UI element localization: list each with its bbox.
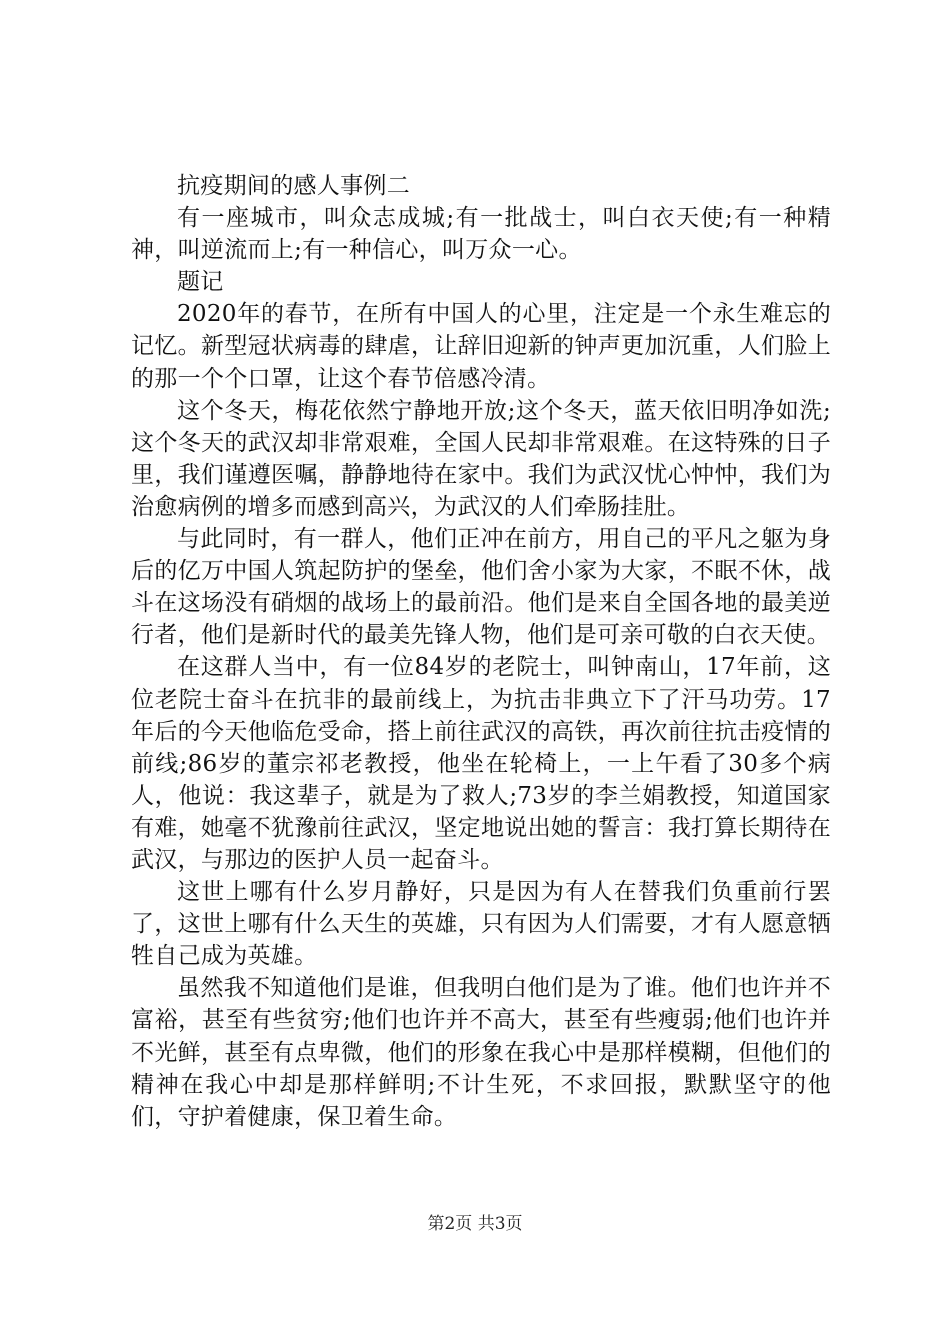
paragraph-1: 有一座城市，叫众志成城;有一批战士，叫白衣天使;有一种精神，叫逆流而上;有一种信心，叫万众一心。: [131, 205, 831, 264]
paragraph-4: 这个冬天，梅花依然宁静地开放;这个冬天，蓝天依旧明净如洗;这个冬天的武汉却非常艰难，全国人民却非常艰难。在这特殊的日子里，我们谨遵医嘱，静静地待在家中。我们为武汉忧心忡忡，我们为治愈病例的增多而感到高兴，为武汉的人们牵肠挂肚。: [131, 397, 831, 520]
paragraph-5: 与此同时，有一群人，他们正冲在前方，用自己的平凡之躯为身后的亿万中国人筑起防护的堡垒，他们舍小家为大家，不眠不休，战斗在这场没有硝烟的战场上的最前沿。他们是来自全国各地的最美逆行者，他们是新时代的最美先锋人物，他们是可亲可敬的白衣天使。: [131, 526, 831, 649]
document-body: [131, 170, 831, 1133]
paragraph-6: 在这群人当中，有一位84岁的老院士，叫钟南山，17年前，这位老院士奋斗在抗非的最前线上，为抗击非典立下了汗马功劳。17年后的今天他临危受命，搭上前往武汉的高铁，再次前往抗击疫情的前线;86岁的董宗祁老教授，他坐在轮椅上，一上午看了30多个病人，他说：我这辈子，就是为了救人;73岁的李兰娟教授，知道国家有难，她毫不犹豫前往武汉，坚定地说出她的誓言：我打算长期待在武汉，与那边的医护人员一起奋斗。: [131, 654, 831, 873]
paragraph-7: 这世上哪有什么岁月静好，只是因为有人在替我们负重前行罢了，这世上哪有什么天生的英雄，只有因为人们需要，才有人愿意牺牲自己成为英雄。: [131, 879, 831, 970]
paragraph-8: 虽然我不知道他们是谁，但我明白他们是为了谁。他们也许并不富裕，甚至有些贫穷;他们也许并不高大，甚至有些瘦弱;他们也许并不光鲜，甚至有点卑微，他们的形象在我心中是那样模糊，但他们的精神在我心中却是那样鲜明;不计生死，不求回报，默默坚守的他们，守护着健康，保卫着生命。: [131, 975, 831, 1130]
page-number-footer: 第2页 共3页: [427, 1214, 523, 1234]
paragraph-3: 2020年的春节，在所有中国人的心里，注定是一个永生难忘的记忆。新型冠状病毒的肆虐，让辞旧迎新的钟声更加沉重，人们脸上的那一个个口罩，让这个春节倍感冷清。: [131, 301, 831, 392]
document-title: 抗疫期间的感人事例二: [177, 173, 410, 199]
paragraph-epigraph-label: 题记: [177, 269, 224, 296]
